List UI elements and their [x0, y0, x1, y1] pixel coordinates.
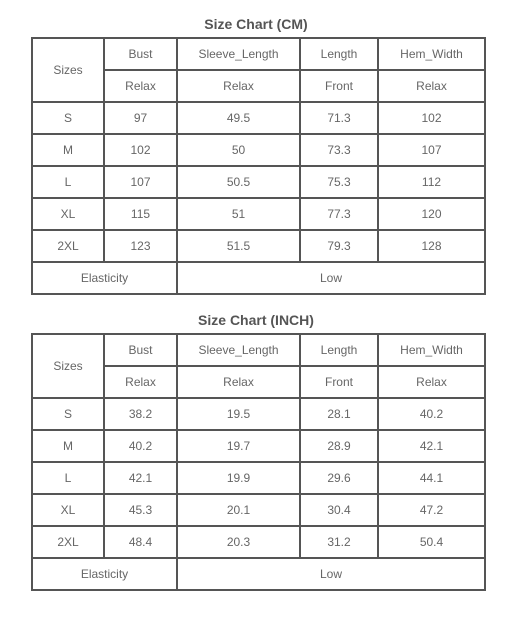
elasticity-row: [32, 558, 485, 590]
sleeve-length-cell: 51: [177, 198, 300, 230]
length-subheader: Front: [300, 366, 378, 398]
length-cell: 28.9: [300, 430, 378, 462]
hem-width-cell: 47.2: [378, 494, 485, 526]
bust-cell: 45.3: [104, 494, 177, 526]
bust-cell: 115: [104, 198, 177, 230]
sleeve-length-subheader: Relax: [177, 70, 300, 102]
hem-width-header: Hem_Width: [378, 38, 485, 70]
elasticity-label: Elasticity: [32, 262, 177, 294]
elasticity-row: [32, 262, 485, 294]
sleeve-length-cell: 20.3: [177, 526, 300, 558]
sleeve-length-subheader: Relax: [177, 366, 300, 398]
sleeve-length-cell: 19.9: [177, 462, 300, 494]
sleeve-length-cell: 51.5: [177, 230, 300, 262]
hem-width-cell: 40.2: [378, 398, 485, 430]
bust-cell: 42.1: [104, 462, 177, 494]
size-cell: S: [32, 102, 104, 134]
size-cell: XL: [32, 494, 104, 526]
table-row: [32, 198, 485, 230]
hem-width-subheader: Relax: [378, 70, 485, 102]
size-cell: S: [32, 398, 104, 430]
size-chart-inch-table: [31, 333, 486, 591]
sizes-header: Sizes: [32, 334, 104, 398]
size-cell: 2XL: [32, 526, 104, 558]
table-row: [32, 230, 485, 262]
length-cell: 77.3: [300, 198, 378, 230]
sizes-header: Sizes: [32, 38, 104, 102]
bust-cell: 38.2: [104, 398, 177, 430]
table-row: [32, 102, 485, 134]
size-chart-inch-title: Size Chart (INCH): [198, 312, 314, 328]
hem-width-subheader: Relax: [378, 366, 485, 398]
hem-width-cell: 128: [378, 230, 485, 262]
length-cell: 30.4: [300, 494, 378, 526]
size-chart-cm-title: Size Chart (CM): [204, 16, 308, 32]
bust-cell: 40.2: [104, 430, 177, 462]
length-cell: 29.6: [300, 462, 378, 494]
bust-header: Bust: [104, 38, 177, 70]
bust-cell: 102: [104, 134, 177, 166]
length-cell: 28.1: [300, 398, 378, 430]
bust-header: Bust: [104, 334, 177, 366]
hem-width-header: Hem_Width: [378, 334, 485, 366]
elasticity-label: Elasticity: [32, 558, 177, 590]
sleeve-length-cell: 49.5: [177, 102, 300, 134]
bust-subheader: Relax: [104, 366, 177, 398]
length-cell: 75.3: [300, 166, 378, 198]
elasticity-value: Low: [177, 558, 485, 590]
elasticity-value: Low: [177, 262, 485, 294]
length-cell: 73.3: [300, 134, 378, 166]
size-cell: L: [32, 462, 104, 494]
size-cell: M: [32, 134, 104, 166]
bust-cell: 48.4: [104, 526, 177, 558]
bust-cell: 123: [104, 230, 177, 262]
table-row: [32, 134, 485, 166]
table-row: [32, 462, 485, 494]
size-cell: XL: [32, 198, 104, 230]
hem-width-cell: 107: [378, 134, 485, 166]
length-header: Length: [300, 334, 378, 366]
length-cell: 71.3: [300, 102, 378, 134]
header-row: [32, 38, 485, 70]
sleeve-length-cell: 50.5: [177, 166, 300, 198]
sleeve-length-cell: 19.5: [177, 398, 300, 430]
size-cell: L: [32, 166, 104, 198]
size-cell: M: [32, 430, 104, 462]
size-cell: 2XL: [32, 230, 104, 262]
table-row: [32, 166, 485, 198]
hem-width-cell: 102: [378, 102, 485, 134]
sleeve-length-cell: 19.7: [177, 430, 300, 462]
table-row: [32, 398, 485, 430]
sleeve-length-cell: 50: [177, 134, 300, 166]
table-row: [32, 430, 485, 462]
length-header: Length: [300, 38, 378, 70]
sleeve-length-header: Sleeve_Length: [177, 334, 300, 366]
table-row: [32, 526, 485, 558]
size-chart-cm-table: [31, 37, 486, 295]
header-row: [32, 334, 485, 366]
length-subheader: Front: [300, 70, 378, 102]
hem-width-cell: 50.4: [378, 526, 485, 558]
bust-cell: 97: [104, 102, 177, 134]
hem-width-cell: 112: [378, 166, 485, 198]
hem-width-cell: 120: [378, 198, 485, 230]
length-cell: 79.3: [300, 230, 378, 262]
length-cell: 31.2: [300, 526, 378, 558]
sleeve-length-header: Sleeve_Length: [177, 38, 300, 70]
bust-cell: 107: [104, 166, 177, 198]
hem-width-cell: 44.1: [378, 462, 485, 494]
bust-subheader: Relax: [104, 70, 177, 102]
sleeve-length-cell: 20.1: [177, 494, 300, 526]
table-row: [32, 494, 485, 526]
hem-width-cell: 42.1: [378, 430, 485, 462]
